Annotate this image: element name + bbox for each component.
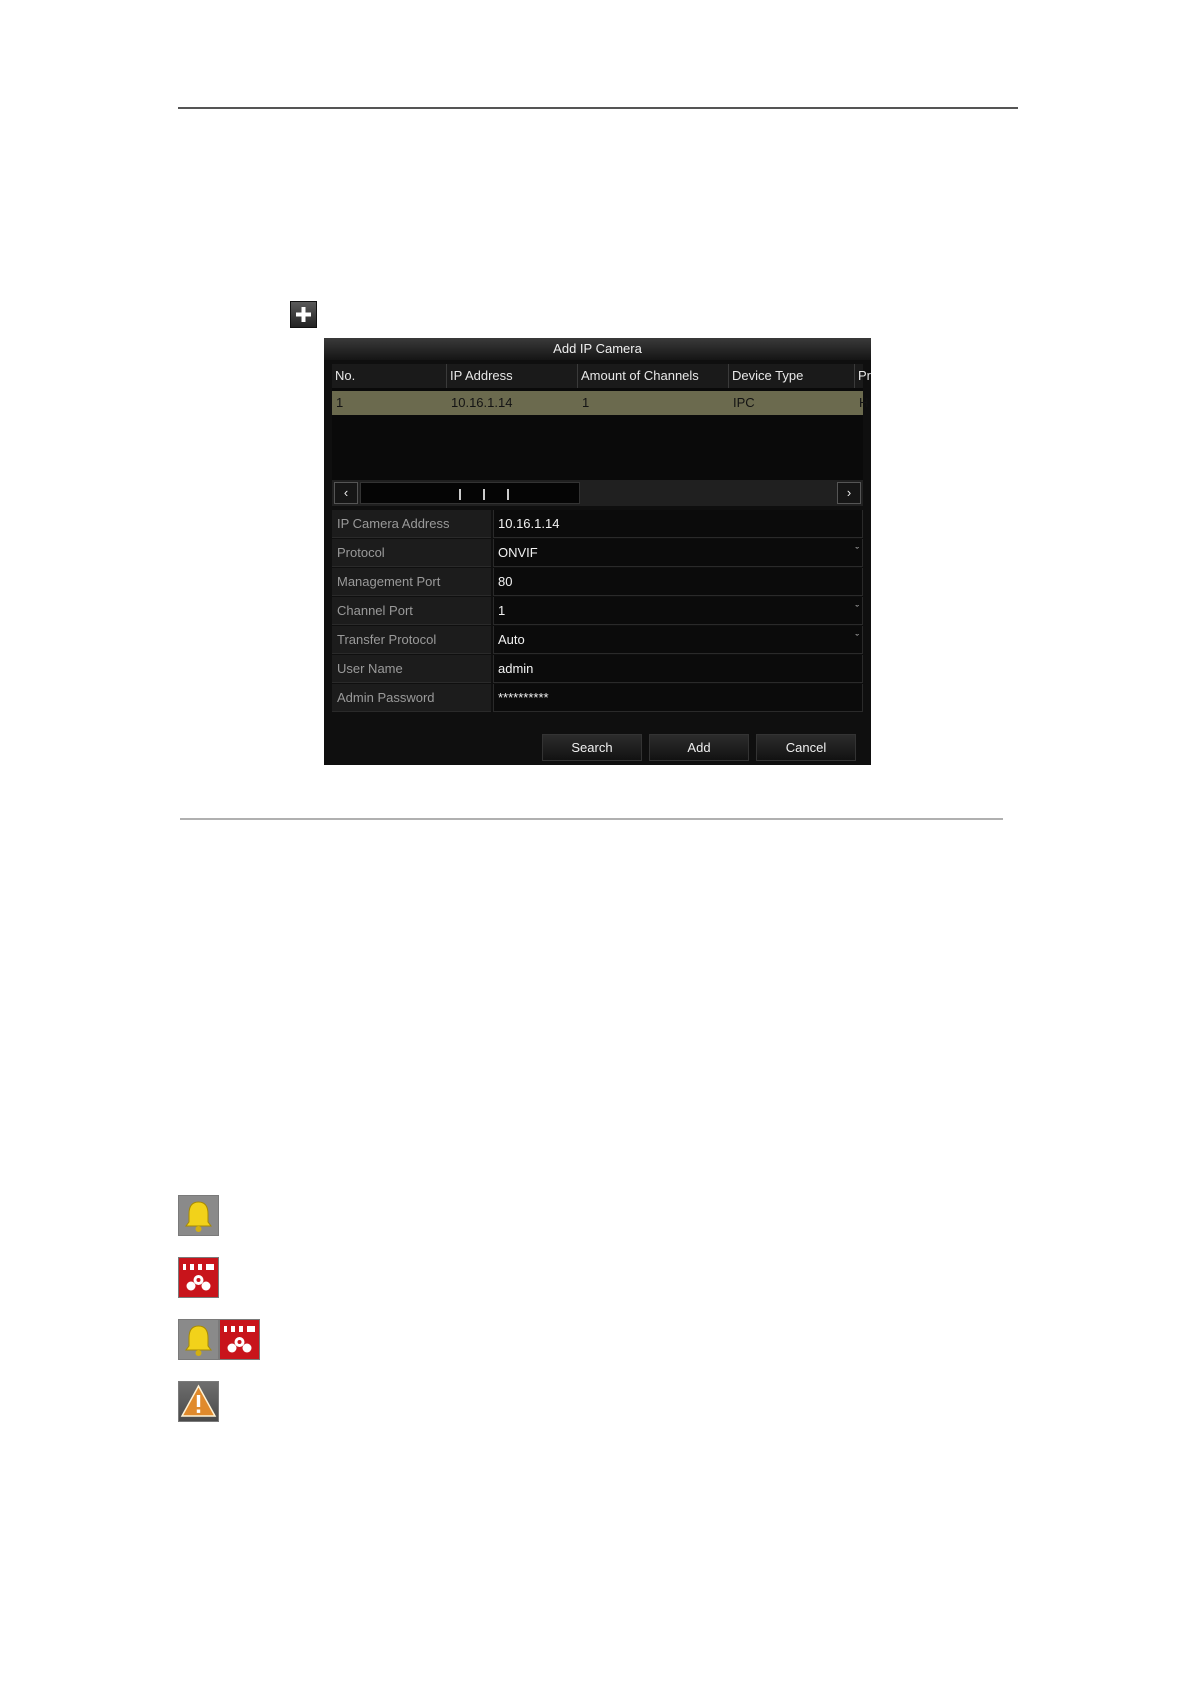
- add-button[interactable]: Add: [649, 734, 749, 761]
- scroll-thumb[interactable]: [360, 482, 580, 504]
- field-value: admin: [498, 661, 534, 676]
- field-value: 10.16.1.14: [498, 516, 560, 531]
- field-protocol: [332, 539, 863, 567]
- field-label: Transfer Protocol: [332, 626, 491, 654]
- cell-no: 1: [336, 395, 344, 410]
- field-label: Protocol: [332, 539, 491, 567]
- transfer-protocol-select[interactable]: [493, 626, 863, 654]
- add-ip-camera-dialog: [324, 338, 871, 765]
- ip-camera-address-input[interactable]: [493, 510, 863, 538]
- grip-line: [459, 489, 461, 500]
- chevron-left-icon: ‹: [343, 485, 349, 500]
- grip-line: [483, 489, 485, 500]
- column-header-ip-address[interactable]: IP Address: [447, 364, 578, 388]
- scroll-left-button[interactable]: [334, 482, 358, 504]
- cell-device-type: IPC: [733, 395, 755, 410]
- section-rule: [180, 818, 1003, 820]
- plus-glyph: [291, 302, 316, 327]
- field-channel-port: [332, 597, 863, 625]
- cell-protocol: H: [859, 395, 869, 410]
- cell-ip-address: 10.16.1.14: [451, 395, 513, 410]
- column-header-amount-of-channels[interactable]: Amount of Channels: [578, 364, 729, 388]
- management-port-input[interactable]: [493, 568, 863, 596]
- field-value: **********: [498, 690, 549, 705]
- chevron-right-icon: ›: [846, 485, 852, 500]
- warning-icon: [178, 1381, 219, 1422]
- chevron-down-icon: ˇ: [855, 633, 859, 645]
- field-ip-camera-address: [332, 510, 863, 538]
- table-header: [332, 364, 871, 388]
- field-value: 80: [498, 574, 513, 589]
- scroll-right-button[interactable]: [837, 482, 861, 504]
- protocol-select[interactable]: [493, 539, 863, 567]
- alarm-recording-icon: [178, 1319, 219, 1360]
- column-header-device-type[interactable]: Device Type: [729, 364, 855, 388]
- channel-port-select[interactable]: [493, 597, 863, 625]
- admin-password-input[interactable]: [493, 684, 863, 712]
- chevron-down-icon: ˇ: [855, 546, 859, 558]
- field-label: Channel Port: [332, 597, 491, 625]
- field-label: Management Port: [332, 568, 491, 596]
- field-label: Admin Password: [332, 684, 491, 712]
- column-header-protocol[interactable]: Pr: [858, 368, 871, 383]
- alarm-bell-icon: [178, 1195, 219, 1236]
- field-value: Auto: [498, 632, 525, 647]
- plus-icon[interactable]: [290, 301, 317, 328]
- field-label: User Name: [332, 655, 491, 683]
- device-table: [332, 364, 871, 480]
- horizontal-scrollbar[interactable]: [332, 480, 863, 506]
- dialog-title: Add IP Camera: [324, 338, 871, 360]
- field-value: ONVIF: [498, 545, 538, 560]
- field-transfer-protocol: [332, 626, 863, 654]
- field-admin-password: [332, 684, 863, 712]
- chevron-down-icon: ˇ: [855, 604, 859, 616]
- field-value: 1: [498, 603, 506, 618]
- cancel-button[interactable]: Cancel: [756, 734, 856, 761]
- recording-icon: [178, 1257, 219, 1298]
- field-management-port: [332, 568, 863, 596]
- header-rule: [178, 107, 1018, 109]
- field-user-name: [332, 655, 863, 683]
- table-row[interactable]: [332, 391, 869, 415]
- user-name-input[interactable]: [493, 655, 863, 683]
- search-button[interactable]: Search: [542, 734, 642, 761]
- cell-amount-of-channels: 1: [582, 395, 590, 410]
- column-header-no[interactable]: No.: [332, 364, 447, 388]
- recording-icon: [219, 1319, 260, 1360]
- grip-line: [507, 489, 509, 500]
- field-label: IP Camera Address: [332, 510, 491, 538]
